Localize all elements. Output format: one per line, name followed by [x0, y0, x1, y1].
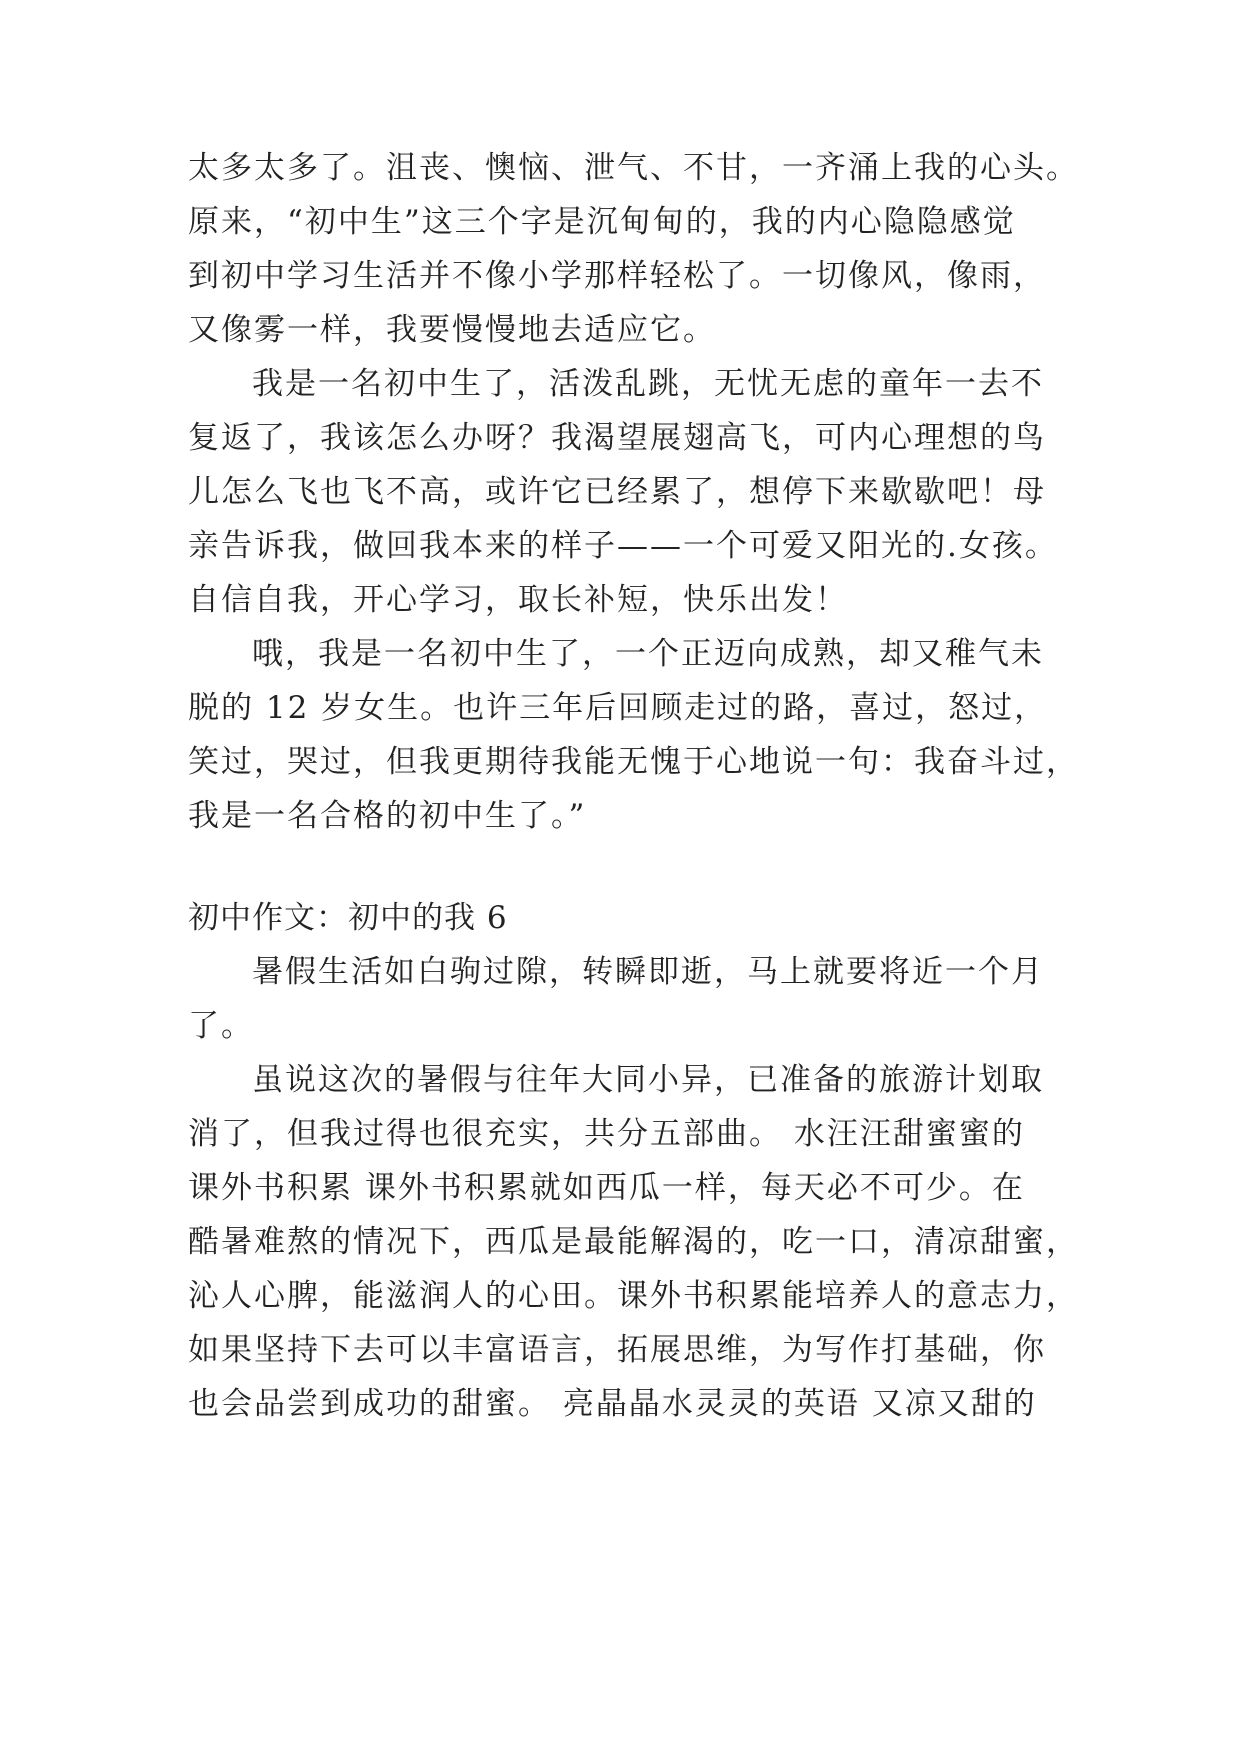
- text-line: 复返了，我该怎么办呀？我渴望展翅高飞，可内心理想的鸟: [188, 420, 1046, 456]
- paragraph-first-line: 虽说这次的暑假与往年大同小异，已准备的旅游计划取: [252, 1062, 1044, 1098]
- text-line: 了。: [188, 1008, 254, 1044]
- paragraph-first-line: 我是一名初中生了，活泼乱跳，无忧无虑的童年一去不: [252, 366, 1044, 402]
- text-line: 课外书积累 课外书积累就如西瓜一样，每天必不可少。在: [188, 1170, 1025, 1206]
- text-line: 消了，但我过得也很充实，共分五部曲。 水汪汪甜蜜蜜的: [188, 1116, 1025, 1152]
- text-line: 我是一名合格的初中生了。”: [188, 798, 587, 834]
- text-line: 脱的 12 岁女生。也许三年后回顾走过的路，喜过，怒过，: [188, 690, 1048, 726]
- text-line: 太多太多了。沮丧、懊恼、泄气、不甘，一齐涌上我的心头。: [188, 150, 1079, 186]
- text-line: 到初中学习生活并不像小学那样轻松了。一切像风，像雨，: [188, 258, 1046, 294]
- text-line: 笑过，哭过，但我更期待我能无愧于心地说一句：我奋斗过，: [188, 744, 1079, 780]
- text-line: 也会品尝到成功的甜蜜。 亮晶晶水灵灵的英语 又凉又甜的: [188, 1386, 1037, 1422]
- text-line: 又像雾一样，我要慢慢地去适应它。: [188, 312, 716, 348]
- text-line: 原来，“初中生”这三个字是沉甸甸的，我的内心隐隐感觉: [188, 204, 1016, 240]
- text-line: 酷暑难熬的情况下，西瓜是最能解渴的，吃一口，清凉甜蜜，: [188, 1224, 1079, 1260]
- paragraph-first-line: 哦，我是一名初中生了，一个正迈向成熟，却又稚气未: [252, 636, 1044, 672]
- text-line: 自信自我，开心学习，取长补短，快乐出发！: [188, 582, 848, 618]
- section-heading: 初中作文：初中的我 6: [188, 900, 508, 936]
- text-line: 亲告诉我，做回我本来的样子——一个可爱又阳光的.女孩。: [188, 528, 1058, 564]
- text-line: 如果坚持下去可以丰富语言，拓展思维，为写作打基础，你: [188, 1332, 1046, 1368]
- text-line: 儿怎么飞也飞不高，或许它已经累了，想停下来歇歇吧！母: [188, 474, 1046, 510]
- text-line: 沁人心脾，能滋润人的心田。课外书积累能培养人的意志力，: [188, 1278, 1079, 1314]
- paragraph-first-line: 暑假生活如白驹过隙，转瞬即逝，马上就要将近一个月: [252, 954, 1044, 990]
